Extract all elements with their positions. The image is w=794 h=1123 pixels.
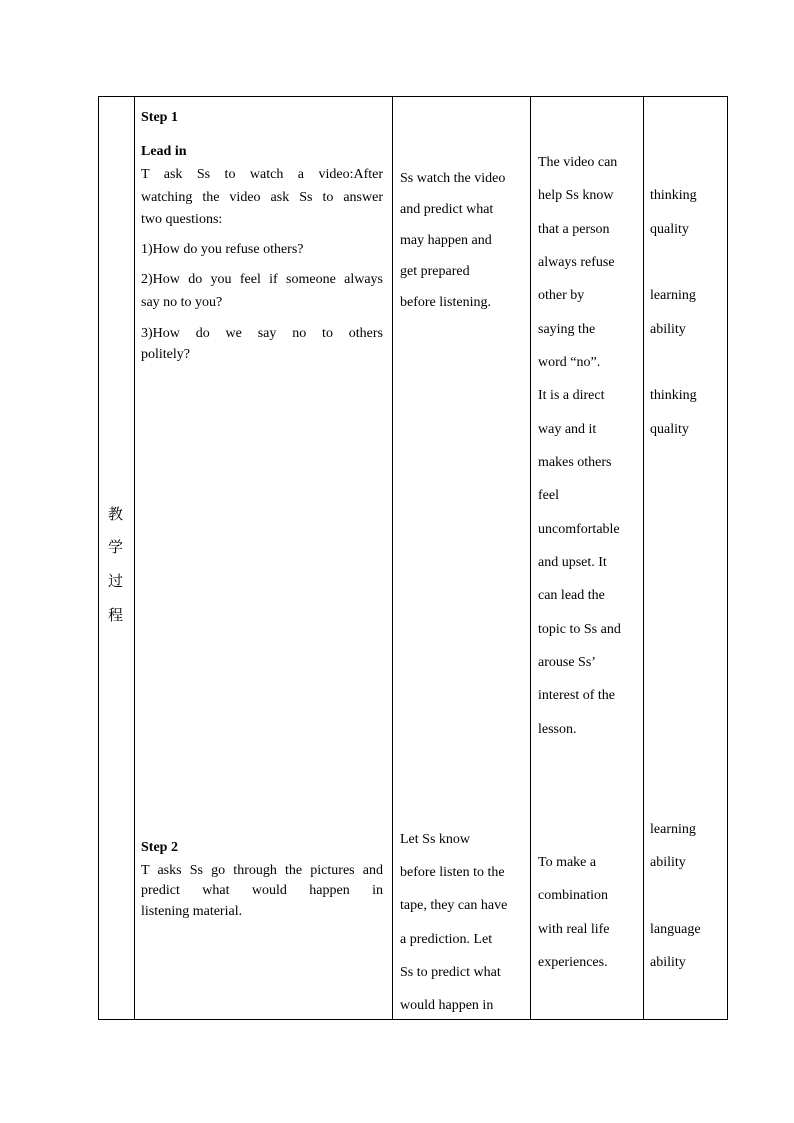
step1-question-2-line: 2)How do you feel if someone always bbox=[141, 272, 383, 287]
step1-purpose-line: word “no”. bbox=[538, 355, 601, 370]
row-header-char: 教 bbox=[108, 505, 124, 523]
step1-purpose-line: help Ss know bbox=[538, 188, 614, 203]
step1-purpose-line: makes others bbox=[538, 455, 612, 470]
step2-purpose-line: with real life bbox=[538, 922, 610, 937]
step1-intro-line: T ask Ss to watch a video:After bbox=[141, 167, 383, 182]
column-divider-3 bbox=[530, 96, 531, 1020]
step2-purpose-line: To make a bbox=[538, 855, 597, 870]
step1-purpose-line: and upset. It bbox=[538, 555, 607, 570]
step2-line: predict what would happen in bbox=[141, 883, 383, 898]
step2-student-line: before listen to the bbox=[400, 865, 505, 880]
step1-skill-line: thinking bbox=[650, 188, 697, 203]
column-divider-1 bbox=[134, 96, 135, 1020]
step1-title: Step 1 bbox=[141, 110, 178, 125]
step2-skill-line: ability bbox=[650, 855, 686, 870]
table-bottom-border bbox=[98, 1019, 728, 1020]
step2-title: Step 2 bbox=[141, 840, 178, 855]
step1-student-line: may happen and bbox=[400, 233, 492, 248]
step1-purpose-line: always refuse bbox=[538, 255, 615, 270]
column-divider-2 bbox=[392, 96, 393, 1020]
step1-student-line: Ss watch the video bbox=[400, 171, 506, 186]
step1-purpose-line: way and it bbox=[538, 422, 597, 437]
step2-purpose-line: combination bbox=[538, 888, 608, 903]
step1-intro-line: watching the video ask Ss to answer bbox=[141, 190, 383, 205]
step1-question-2-line: say no to you? bbox=[141, 295, 223, 310]
step2-student-line: would happen in bbox=[400, 998, 494, 1013]
step2-skill-line: language bbox=[650, 922, 701, 937]
step1-student-line: get prepared bbox=[400, 264, 470, 279]
step2-skill-line: ability bbox=[650, 955, 686, 970]
step1-skill-line: ability bbox=[650, 322, 686, 337]
step1-skill-line: thinking bbox=[650, 388, 697, 403]
step1-skill-line: quality bbox=[650, 222, 689, 237]
step1-purpose-line: other by bbox=[538, 288, 585, 303]
table-right-border bbox=[727, 96, 728, 1020]
row-header-char: 过 bbox=[108, 572, 124, 590]
step1-skill-line: learning bbox=[650, 288, 696, 303]
step1-student-line: and predict what bbox=[400, 202, 494, 217]
step2-student-line: Let Ss know bbox=[400, 832, 470, 847]
step2-student-line: a prediction. Let bbox=[400, 932, 493, 947]
step2-line: T asks Ss go through the pictures and bbox=[141, 863, 383, 878]
step1-purpose-line: feel bbox=[538, 488, 559, 503]
step1-purpose-line: The video can bbox=[538, 155, 618, 170]
step1-question-1: 1)How do you refuse others? bbox=[141, 242, 304, 257]
step1-purpose-line: saying the bbox=[538, 322, 596, 337]
step1-student-line: before listening. bbox=[400, 295, 491, 310]
step1-purpose-line: It is a direct bbox=[538, 388, 605, 403]
step2-purpose-line: experiences. bbox=[538, 955, 608, 970]
step2-line: listening material. bbox=[141, 904, 243, 919]
step1-subtitle: Lead in bbox=[141, 144, 187, 159]
table-top-border bbox=[98, 96, 728, 97]
step1-purpose-line: lesson. bbox=[538, 722, 577, 737]
step2-student-line: Ss to predict what bbox=[400, 965, 501, 980]
step1-skill-line: quality bbox=[650, 422, 689, 437]
step1-purpose-line: interest of the bbox=[538, 688, 615, 703]
step1-purpose-line: uncomfortable bbox=[538, 522, 620, 537]
row-header-char: 学 bbox=[108, 538, 124, 556]
step1-intro-line: two questions: bbox=[141, 212, 223, 227]
step1-purpose-line: arouse Ss’ bbox=[538, 655, 596, 670]
column-divider-4 bbox=[643, 96, 644, 1020]
step2-student-line: tape, they can have bbox=[400, 898, 508, 913]
step1-question-3-line: 3)How do we say no to others bbox=[141, 326, 383, 341]
step1-purpose-line: topic to Ss and bbox=[538, 622, 621, 637]
step1-purpose-line: that a person bbox=[538, 222, 610, 237]
step1-purpose-line: can lead the bbox=[538, 588, 605, 603]
row-header-char: 程 bbox=[108, 606, 124, 624]
table-left-border bbox=[98, 96, 99, 1020]
step2-skill-line: learning bbox=[650, 822, 696, 837]
step1-question-3-line: politely? bbox=[141, 347, 190, 362]
